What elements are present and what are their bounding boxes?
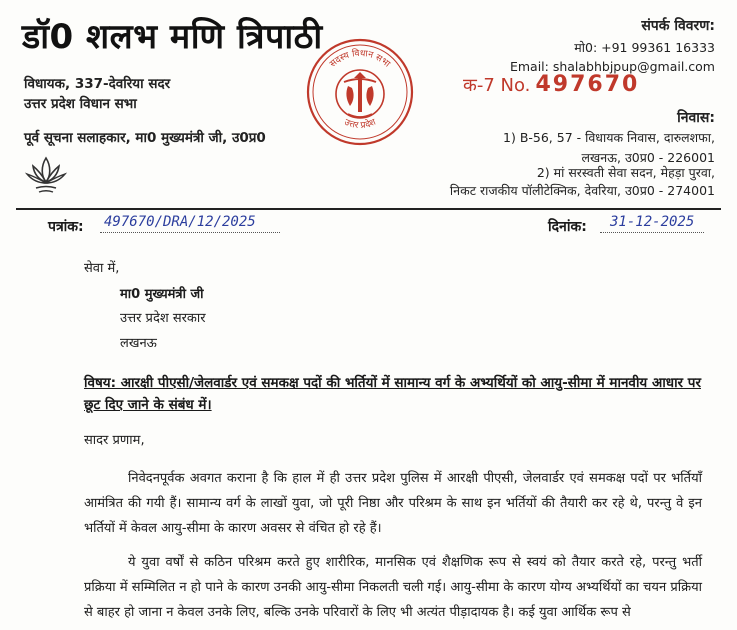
lotus-icon [24, 152, 68, 196]
residence-line-1: 1) B-56, 57 - विधायक निवास, दारुलशफा, [503, 130, 715, 145]
address-line-2: उत्तर प्रदेश सरकार [120, 311, 206, 326]
serial-prefix: क-7 No. [463, 75, 531, 96]
residence-heading: निवास: [677, 110, 715, 126]
date-label: दिनांक: [548, 219, 587, 235]
assembly-line: उत्तर प्रदेश विधान सभा [24, 96, 137, 112]
date-value: 31-12-2025 [610, 214, 695, 230]
letterhead-divider [16, 208, 721, 210]
body-paragraph-2: ये युवा वर्षों से कठिन परिश्रम करते हुए शारीरिक, मानसिक एवं शैक्षणिक रूप से स्वयं को तैयार करते रहे, परन्तु भर्ती प्रक्रिया में सम्मिलित न हो पाने के कारण उनकी आयु-सीमा निकलती चली गई। आयु-सीमा के कारण योग्य अभ्यर्थियों का चयन प्रक्रिया से बाहर हो जाना न केवल उनके लिए, बल्कि उनके परिवारों के लिए भी अत्यंत पीड़ादायक है। कई युवा आर्थिक रूप से [84, 555, 702, 620]
designation-line: विधायक, 337-देवरिया सदर [24, 76, 171, 92]
address-line-3: लखनऊ [120, 336, 157, 351]
former-role-line: पूर्व सूचना सलाहकार, मा0 मुख्यमंत्री जी, उ0प्र0 [24, 130, 266, 146]
salutation: सादर प्रणाम, [84, 433, 145, 448]
residence-line-2: लखनऊ, उ0प्र0 - 226001 [581, 150, 715, 165]
reference-label: पत्रांक: [48, 219, 84, 235]
seal-bottom-text: उत्तर प्रदेश [342, 117, 378, 132]
residence-line-4: निकट राजकीय पॉलीटेक्निक, देवरिया, उ0प्र0 - 274001 [449, 183, 715, 198]
contact-mobile: मो0: +91 99361 16333 [574, 40, 715, 55]
serial-value: 497670 [535, 72, 640, 97]
letter-subject: विषय: आरक्षी पीएसी/जेलवार्डर एवं समकक्ष पदों की भर्तियों में सामान्य वर्ग के अभ्यर्थियों को आयु-सीमा में मानवीय आधार पर छूट दिए जाने के संबंध में। [84, 375, 701, 413]
assembly-seal-emblem [304, 36, 416, 148]
contact-email: Email: shalabhbjpup@gmail.com [509, 59, 715, 74]
reference-number: 497670/DRA/12/2025 [104, 214, 256, 230]
address-line-1: मा0 मुख्यमंत्री जी [120, 287, 204, 302]
residence-line-3: 2) मां सरस्वती सेवा सदन, मेहड़ा पुरवा, [536, 165, 715, 180]
body-paragraph-1: निवेदनपूर्वक अवगत कराना है कि हाल में ही उत्तर प्रदेश पुलिस में आरक्षी पीएसी, जेलवार्डर एवं समकक्ष पदों पर भर्तियाँ आमंत्रित की गयी हैं। सामान्य वर्ग के लाखों युवा, जो पूरी निष्ठा और परिश्रम के साथ इन भर्तियों की तैयारी कर रहे थे, परन्तु वे इन भर्तियों में केवल आयु-सीमा के कारण अवसर से वंचित हो रहे हैं। [84, 471, 702, 536]
letterhead-name: डॉ0 शलभ मणि त्रिपाठी [22, 17, 323, 57]
contact-heading: संपर्क विवरण: [641, 18, 715, 34]
address-to: सेवा में, [84, 261, 120, 276]
serial-number [463, 72, 639, 97]
seal-top-text: सदस्य विधान सभा [328, 48, 392, 70]
